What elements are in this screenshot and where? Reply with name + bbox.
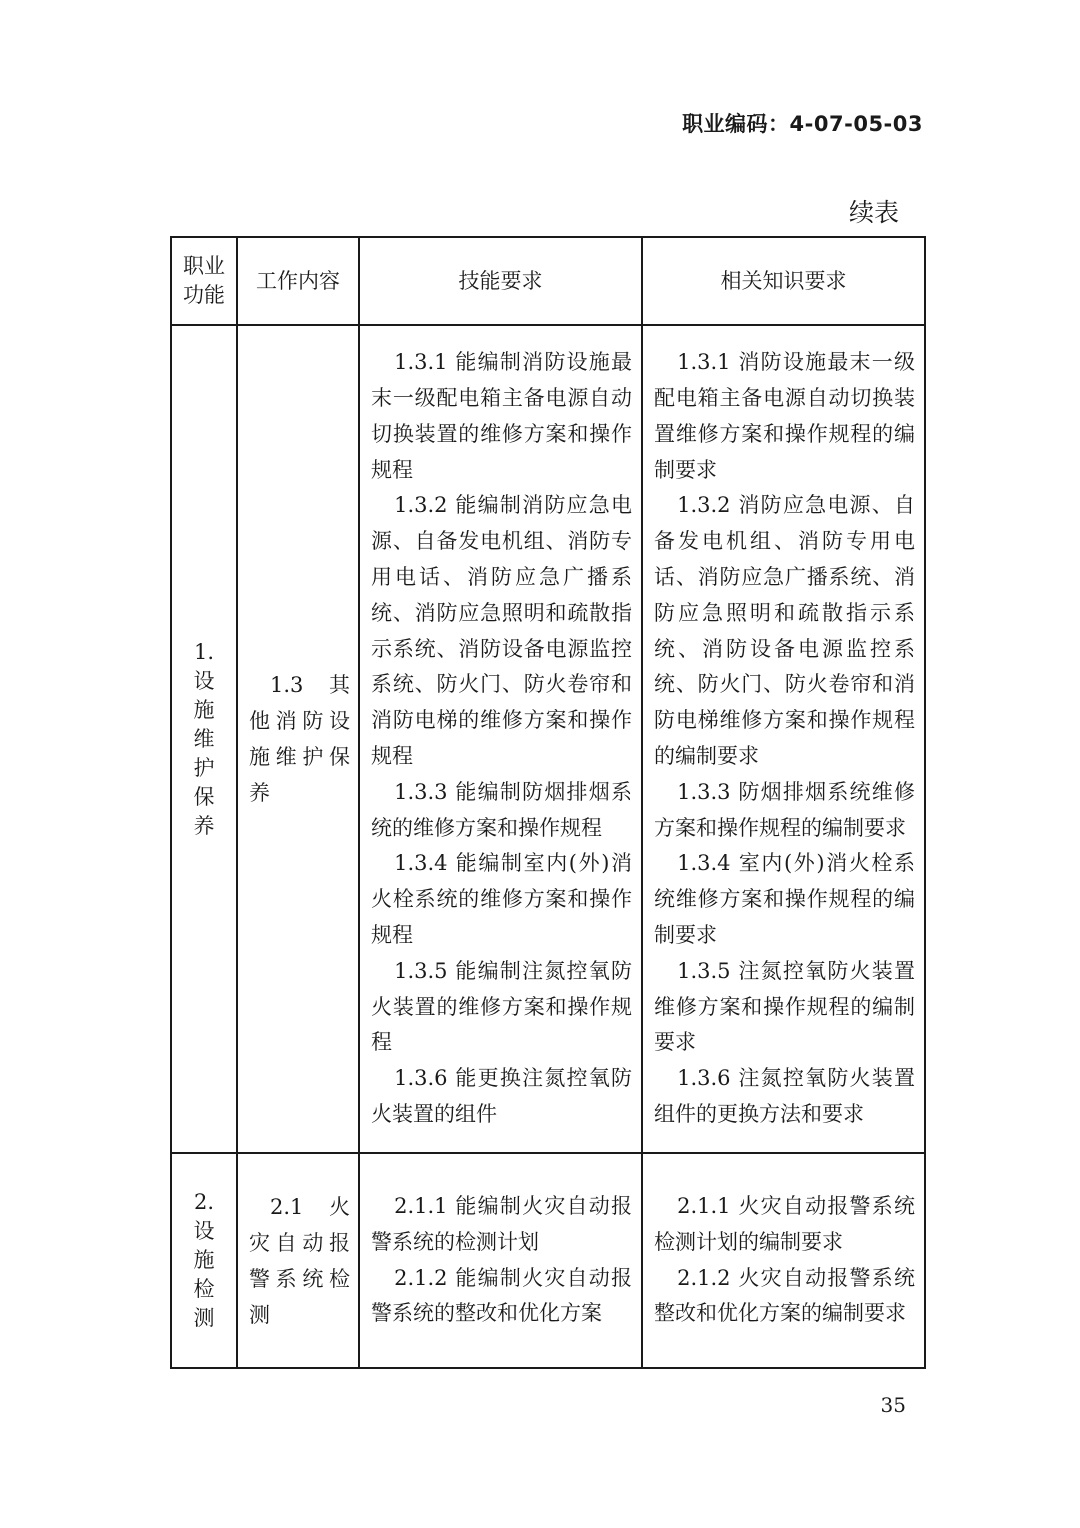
content-cell	[237, 1153, 359, 1368]
column-header-function: 职业功能	[171, 237, 237, 325]
skill-item: 1.3.4 能编制室内(外)消火栓系统的维修方案和操作规程	[371, 851, 632, 947]
skill-item: 1.3.2 能编制消防应急电源、自备发电机组、消防专用电话、消防应急广播系统、消防应急照明和疏散指示系统、消防设备电源监控系统、防火门、防火卷帘和消防电梯的维修方案和操作规程	[371, 493, 632, 768]
function-cell	[171, 325, 237, 1153]
knowledge-item: 2.1.1 火灾自动报警系统检测计划的编制要求	[654, 1193, 915, 1254]
skill-item: 1.3.6 能更换注氮控氧防火装置的组件	[371, 1066, 632, 1126]
knowledge-item: 1.3.2 消防应急电源、自备发电机组、消防专用电话、消防应急广播系统、消防应急照明和疏散指示系统、消防设备电源监控系统、防火门、防火卷帘和消防电梯维修方案和操作规程的编制要求	[654, 493, 915, 768]
knowledge-item: 1.3.6 注氮控氧防火装置组件的更换方法和要求	[654, 1066, 915, 1126]
skill-item: 1.3.5 能编制注氮控氧防火装置的维修方案和操作规程	[371, 958, 632, 1055]
skills-cell	[359, 325, 642, 1153]
skills-table	[170, 236, 926, 1369]
knowledge-cell	[642, 1153, 925, 1368]
table-row	[171, 1153, 925, 1368]
page-number: 35	[880, 1393, 906, 1417]
skill-item: 2.1.2 能编制火灾自动报警系统的整改和优化方案	[371, 1265, 632, 1326]
skill-item: 1.3.3 能编制防烟排烟系统的维修方案和操作规程	[371, 779, 632, 840]
knowledge-cell	[642, 325, 925, 1153]
function-cell	[171, 1153, 237, 1368]
column-header-content: 工作内容	[237, 237, 359, 325]
function-label: 1.设施维护保养	[193, 639, 215, 838]
table-header-row	[171, 237, 925, 325]
skills-cell	[359, 1153, 642, 1368]
knowledge-item: 2.1.2 火灾自动报警系统整改和优化方案的编制要求	[654, 1265, 915, 1326]
function-label: 2.设施检测	[193, 1190, 215, 1330]
skill-item: 1.3.1 能编制消防设施最末一级配电箱主备电源自动切换装置的维修方案和操作规程	[371, 350, 632, 482]
content-cell	[237, 325, 359, 1153]
column-header-skills: 技能要求	[359, 237, 642, 325]
knowledge-item: 1.3.4 室内(外)消火栓系统维修方案和操作规程的编制要求	[654, 851, 915, 947]
column-header-knowledge: 相关知识要求	[642, 237, 925, 325]
continued-label: 续表	[848, 198, 899, 227]
job-code: 职业编码：4-07-05-03	[682, 112, 923, 136]
knowledge-item: 1.3.5 注氮控氧防火装置维修方案和操作规程的编制要求	[654, 958, 915, 1055]
content-label: 2.1 火灾自动报警系统检测	[249, 1194, 350, 1327]
knowledge-item: 1.3.1 消防设施最末一级配电箱主备电源自动切换装置维修方案和操作规程的编制要求	[654, 350, 915, 482]
content-label: 1.3 其他消防设施维护保养	[249, 673, 350, 805]
table-row	[171, 325, 925, 1153]
knowledge-item: 1.3.3 防烟排烟系统维修方案和操作规程的编制要求	[654, 779, 915, 840]
skill-item: 2.1.1 能编制火灾自动报警系统的检测计划	[371, 1193, 632, 1254]
